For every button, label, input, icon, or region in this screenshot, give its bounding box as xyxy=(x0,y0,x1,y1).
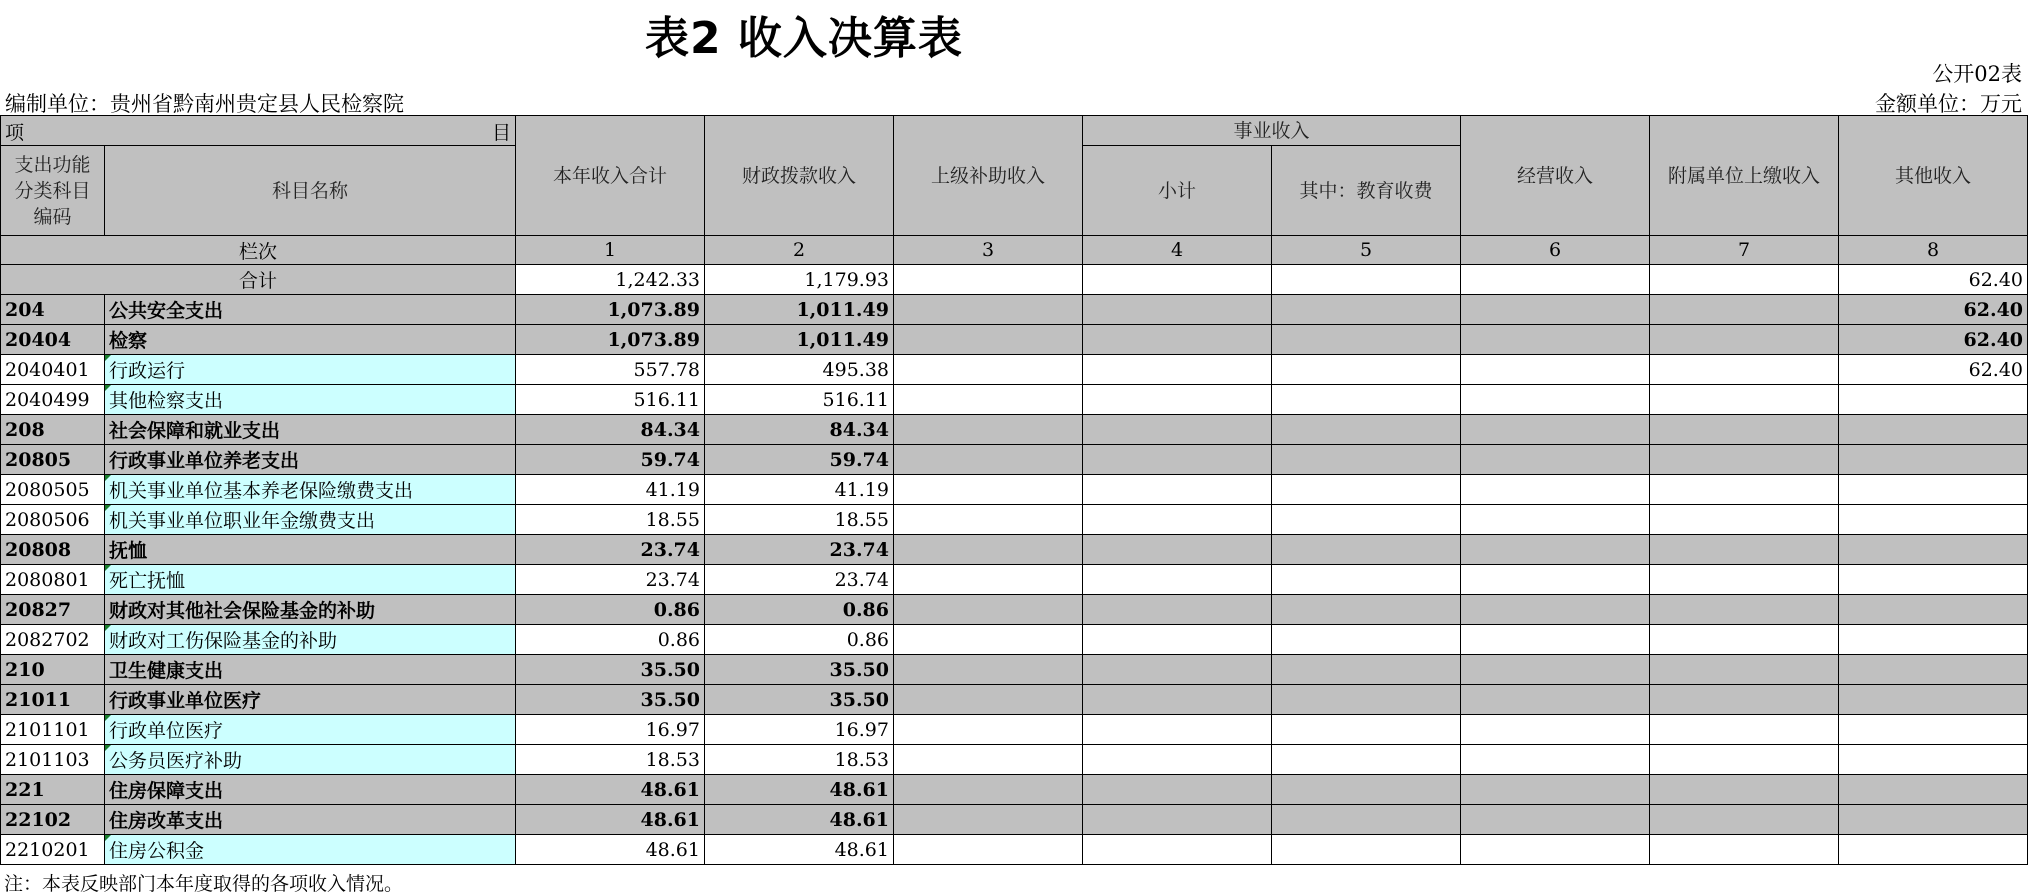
row-other xyxy=(1839,715,2028,745)
row-upper xyxy=(894,685,1083,715)
row-fiscal: 16.97 xyxy=(705,715,894,745)
total-fiscal: 1,179.93 xyxy=(705,265,894,295)
table-row xyxy=(1,835,2028,865)
row-other xyxy=(1839,625,2028,655)
row-edu xyxy=(1272,475,1461,505)
table-row xyxy=(1,475,2028,505)
table-row xyxy=(1,415,2028,445)
row-code: 21011 xyxy=(1,685,105,715)
row-total: 0.86 xyxy=(516,625,705,655)
row-fiscal: 23.74 xyxy=(705,565,894,595)
row-edu xyxy=(1272,445,1461,475)
table-row xyxy=(1,385,2028,415)
row-affiliate xyxy=(1650,595,1839,625)
row-other xyxy=(1839,745,2028,775)
org-label: 编制单位：贵州省黔南州贵定县人民检察院 xyxy=(5,92,404,116)
row-sub xyxy=(1083,685,1272,715)
row-other xyxy=(1839,565,2028,595)
table-row xyxy=(1,805,2028,835)
row-other xyxy=(1839,445,2028,475)
row-name: 公务员医疗补助 xyxy=(105,745,516,775)
total-label: 合计 xyxy=(1,265,516,295)
row-fiscal: 18.55 xyxy=(705,505,894,535)
row-code: 221 xyxy=(1,775,105,805)
row-operating xyxy=(1461,445,1650,475)
row-operating xyxy=(1461,505,1650,535)
row-operating xyxy=(1461,625,1650,655)
row-sub xyxy=(1083,475,1272,505)
row-upper xyxy=(894,415,1083,445)
row-sub xyxy=(1083,715,1272,745)
row-other xyxy=(1839,415,2028,445)
row-name: 行政单位医疗 xyxy=(105,715,516,745)
row-edu xyxy=(1272,415,1461,445)
row-edu xyxy=(1272,685,1461,715)
row-total: 516.11 xyxy=(516,385,705,415)
table-row xyxy=(1,445,2028,475)
row-fiscal: 41.19 xyxy=(705,475,894,505)
row-sub xyxy=(1083,625,1272,655)
row-operating xyxy=(1461,415,1650,445)
row-other xyxy=(1839,385,2028,415)
row-name: 社会保障和就业支出 xyxy=(105,415,516,445)
table-row xyxy=(1,685,2028,715)
row-name: 行政事业单位养老支出 xyxy=(105,445,516,475)
header-code: 支出功能分类科目编码 xyxy=(1,146,105,236)
row-operating xyxy=(1461,295,1650,325)
row-edu xyxy=(1272,355,1461,385)
row-fiscal: 1,011.49 xyxy=(705,295,894,325)
row-other xyxy=(1839,775,2028,805)
header-index-3: 3 xyxy=(894,236,1083,265)
row-sub xyxy=(1083,295,1272,325)
row-fiscal: 495.38 xyxy=(705,355,894,385)
row-upper xyxy=(894,535,1083,565)
row-code: 20808 xyxy=(1,535,105,565)
row-code: 2040401 xyxy=(1,355,105,385)
row-operating xyxy=(1461,775,1650,805)
table-row xyxy=(1,295,2028,325)
row-fiscal: 48.61 xyxy=(705,775,894,805)
row-fiscal: 84.34 xyxy=(705,415,894,445)
row-other xyxy=(1839,475,2028,505)
row-code: 210 xyxy=(1,655,105,685)
row-other xyxy=(1839,535,2028,565)
row-upper xyxy=(894,385,1083,415)
row-other: 62.40 xyxy=(1839,295,2028,325)
row-edu xyxy=(1272,535,1461,565)
header-index-4: 4 xyxy=(1083,236,1272,265)
row-fiscal: 0.86 xyxy=(705,625,894,655)
row-edu xyxy=(1272,505,1461,535)
row-edu xyxy=(1272,835,1461,865)
row-other xyxy=(1839,595,2028,625)
row-operating xyxy=(1461,745,1650,775)
row-edu xyxy=(1272,325,1461,355)
row-code: 2080801 xyxy=(1,565,105,595)
row-other: 62.40 xyxy=(1839,325,2028,355)
table-row xyxy=(1,625,2028,655)
row-affiliate xyxy=(1650,835,1839,865)
row-edu xyxy=(1272,565,1461,595)
row-code: 22102 xyxy=(1,805,105,835)
row-fiscal: 1,011.49 xyxy=(705,325,894,355)
row-affiliate xyxy=(1650,415,1839,445)
row-name: 检察 xyxy=(105,325,516,355)
row-sub xyxy=(1083,385,1272,415)
header-index-6: 6 xyxy=(1461,236,1650,265)
row-upper xyxy=(894,355,1083,385)
row-affiliate xyxy=(1650,295,1839,325)
row-fiscal: 35.50 xyxy=(705,655,894,685)
row-upper xyxy=(894,805,1083,835)
table-row xyxy=(1,745,2028,775)
row-code: 2040499 xyxy=(1,385,105,415)
row-affiliate xyxy=(1650,535,1839,565)
row-name: 机关事业单位基本养老保险缴费支出 xyxy=(105,475,516,505)
row-upper xyxy=(894,745,1083,775)
row-total: 18.53 xyxy=(516,745,705,775)
title-bar xyxy=(0,0,2028,70)
total-operating xyxy=(1461,265,1650,295)
row-code: 20805 xyxy=(1,445,105,475)
row-operating xyxy=(1461,565,1650,595)
row-sub xyxy=(1083,535,1272,565)
table-row xyxy=(1,655,2028,685)
table-row xyxy=(1,355,2028,385)
row-sub xyxy=(1083,775,1272,805)
row-affiliate xyxy=(1650,475,1839,505)
row-fiscal: 35.50 xyxy=(705,685,894,715)
header-edu: 其中：教育收费 xyxy=(1272,146,1461,236)
row-fiscal: 48.61 xyxy=(705,835,894,865)
row-name: 其他检察支出 xyxy=(105,385,516,415)
row-affiliate xyxy=(1650,685,1839,715)
row-name: 机关事业单位职业年金缴费支出 xyxy=(105,505,516,535)
row-total: 35.50 xyxy=(516,655,705,685)
row-code: 2080506 xyxy=(1,505,105,535)
row-code: 2101103 xyxy=(1,745,105,775)
row-code: 208 xyxy=(1,415,105,445)
row-code: 204 xyxy=(1,295,105,325)
row-affiliate xyxy=(1650,385,1839,415)
row-operating xyxy=(1461,355,1650,385)
row-affiliate xyxy=(1650,445,1839,475)
row-total: 48.61 xyxy=(516,805,705,835)
row-edu xyxy=(1272,745,1461,775)
row-edu xyxy=(1272,625,1461,655)
row-fiscal: 0.86 xyxy=(705,595,894,625)
row-upper xyxy=(894,565,1083,595)
row-other: 62.40 xyxy=(1839,355,2028,385)
row-affiliate xyxy=(1650,565,1839,595)
income-table xyxy=(0,115,2028,865)
row-upper xyxy=(894,835,1083,865)
header-index-1: 1 xyxy=(516,236,705,265)
header-business-group: 事业收入 xyxy=(1083,116,1461,146)
row-code: 2082702 xyxy=(1,625,105,655)
row-edu xyxy=(1272,595,1461,625)
row-code: 2080505 xyxy=(1,475,105,505)
header-upper: 上级补助收入 xyxy=(894,116,1083,236)
header-sub: 小计 xyxy=(1083,146,1272,236)
page-title: 表2 收入决算表 xyxy=(645,13,963,64)
header-index-7: 7 xyxy=(1650,236,1839,265)
header-total: 本年收入合计 xyxy=(516,116,705,236)
row-upper xyxy=(894,715,1083,745)
table-row xyxy=(1,595,2028,625)
header-item-left: 项 xyxy=(5,122,25,144)
row-total: 0.86 xyxy=(516,595,705,625)
row-fiscal: 59.74 xyxy=(705,445,894,475)
row-name: 行政事业单位医疗 xyxy=(105,685,516,715)
row-sub xyxy=(1083,595,1272,625)
table-row xyxy=(1,535,2028,565)
row-fiscal: 516.11 xyxy=(705,385,894,415)
row-name: 住房公积金 xyxy=(105,835,516,865)
row-total: 35.50 xyxy=(516,685,705,715)
total-upper xyxy=(894,265,1083,295)
row-upper xyxy=(894,445,1083,475)
header-index-5: 5 xyxy=(1272,236,1461,265)
row-other xyxy=(1839,505,2028,535)
table-row xyxy=(1,715,2028,745)
row-total: 48.61 xyxy=(516,775,705,805)
header-item-right: 目 xyxy=(491,122,511,144)
row-name: 死亡抚恤 xyxy=(105,565,516,595)
total-affiliate xyxy=(1650,265,1839,295)
row-sub xyxy=(1083,655,1272,685)
row-total: 41.19 xyxy=(516,475,705,505)
header-item-cell xyxy=(1,116,516,146)
table-row xyxy=(1,505,2028,535)
row-operating xyxy=(1461,685,1650,715)
row-other xyxy=(1839,655,2028,685)
row-sub xyxy=(1083,445,1272,475)
row-operating xyxy=(1461,835,1650,865)
row-fiscal: 18.53 xyxy=(705,745,894,775)
table-row xyxy=(1,565,2028,595)
row-edu xyxy=(1272,805,1461,835)
row-operating xyxy=(1461,475,1650,505)
row-total: 18.55 xyxy=(516,505,705,535)
row-operating xyxy=(1461,655,1650,685)
row-total: 1,073.89 xyxy=(516,325,705,355)
row-name: 财政对工伤保险基金的补助 xyxy=(105,625,516,655)
row-edu xyxy=(1272,295,1461,325)
footnote: 注：本表反映部门本年度取得的各项收入情况。 xyxy=(4,873,404,895)
row-operating xyxy=(1461,535,1650,565)
row-fiscal: 23.74 xyxy=(705,535,894,565)
table-row xyxy=(1,775,2028,805)
row-other xyxy=(1839,835,2028,865)
row-sub xyxy=(1083,505,1272,535)
row-upper xyxy=(894,475,1083,505)
row-fiscal: 48.61 xyxy=(705,805,894,835)
row-operating xyxy=(1461,325,1650,355)
row-sub xyxy=(1083,805,1272,835)
header-name: 科目名称 xyxy=(105,146,516,236)
header-operating: 经营收入 xyxy=(1461,116,1650,236)
total-edu xyxy=(1272,265,1461,295)
row-upper xyxy=(894,325,1083,355)
header-affiliate: 附属单位上缴收入 xyxy=(1650,116,1839,236)
row-total: 16.97 xyxy=(516,715,705,745)
total-sub xyxy=(1083,265,1272,295)
row-total: 557.78 xyxy=(516,355,705,385)
row-sub xyxy=(1083,415,1272,445)
row-name: 公共安全支出 xyxy=(105,295,516,325)
row-upper xyxy=(894,775,1083,805)
row-affiliate xyxy=(1650,805,1839,835)
row-affiliate xyxy=(1650,715,1839,745)
row-upper xyxy=(894,595,1083,625)
row-upper xyxy=(894,655,1083,685)
row-edu xyxy=(1272,385,1461,415)
form-code: 公开02表 xyxy=(1932,62,2022,86)
row-affiliate xyxy=(1650,625,1839,655)
row-name: 卫生健康支出 xyxy=(105,655,516,685)
row-total: 23.74 xyxy=(516,565,705,595)
row-total: 59.74 xyxy=(516,445,705,475)
row-sub xyxy=(1083,565,1272,595)
row-code: 20827 xyxy=(1,595,105,625)
row-operating xyxy=(1461,715,1650,745)
row-affiliate xyxy=(1650,355,1839,385)
row-name: 行政运行 xyxy=(105,355,516,385)
row-other xyxy=(1839,805,2028,835)
row-upper xyxy=(894,625,1083,655)
header-other: 其他收入 xyxy=(1839,116,2028,236)
header-index-label: 栏次 xyxy=(1,236,516,265)
row-affiliate xyxy=(1650,325,1839,355)
row-total: 1,073.89 xyxy=(516,295,705,325)
row-code: 20404 xyxy=(1,325,105,355)
row-total: 48.61 xyxy=(516,835,705,865)
row-edu xyxy=(1272,775,1461,805)
table-row xyxy=(1,325,2028,355)
row-affiliate xyxy=(1650,505,1839,535)
row-total: 84.34 xyxy=(516,415,705,445)
row-affiliate xyxy=(1650,655,1839,685)
row-affiliate xyxy=(1650,745,1839,775)
row-upper xyxy=(894,505,1083,535)
row-operating xyxy=(1461,595,1650,625)
row-code: 2210201 xyxy=(1,835,105,865)
row-operating xyxy=(1461,385,1650,415)
row-total: 23.74 xyxy=(516,535,705,565)
row-name: 财政对其他社会保险基金的补助 xyxy=(105,595,516,625)
row-edu xyxy=(1272,715,1461,745)
header-fiscal: 财政拨款收入 xyxy=(705,116,894,236)
row-name: 住房保障支出 xyxy=(105,775,516,805)
row-other xyxy=(1839,685,2028,715)
row-operating xyxy=(1461,805,1650,835)
row-sub xyxy=(1083,355,1272,385)
header-index-2: 2 xyxy=(705,236,894,265)
row-code: 2101101 xyxy=(1,715,105,745)
total-total: 1,242.33 xyxy=(516,265,705,295)
header-index-8: 8 xyxy=(1839,236,2028,265)
total-other: 62.40 xyxy=(1839,265,2028,295)
row-sub xyxy=(1083,745,1272,775)
row-affiliate xyxy=(1650,775,1839,805)
row-sub xyxy=(1083,325,1272,355)
row-edu xyxy=(1272,655,1461,685)
unit-label: 金额单位：万元 xyxy=(1875,92,2022,116)
row-name: 住房改革支出 xyxy=(105,805,516,835)
row-upper xyxy=(894,295,1083,325)
row-sub xyxy=(1083,835,1272,865)
row-name: 抚恤 xyxy=(105,535,516,565)
